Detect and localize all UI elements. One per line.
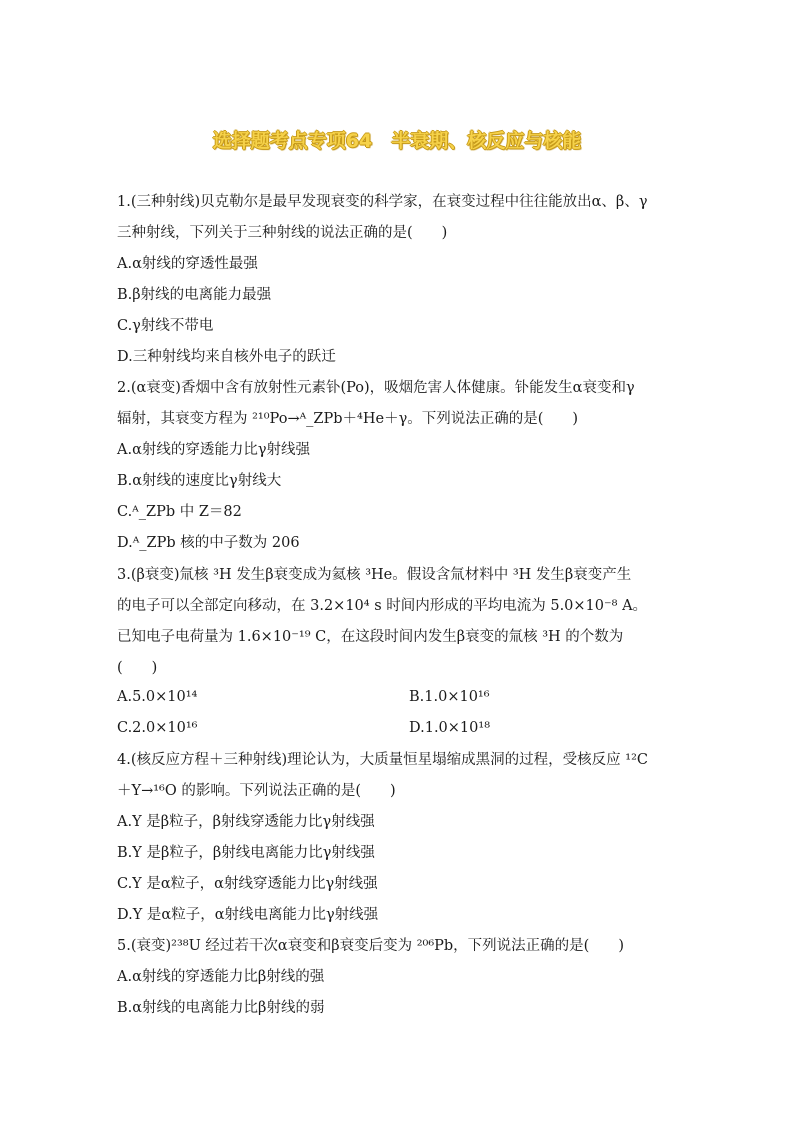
q2-option-a: A.α射线的穿透能力比γ射线强 — [117, 442, 311, 458]
q4-option-c: C.Y 是α粒子，α射线穿透能力比γ射线强 — [117, 876, 378, 892]
q4-option-d: D.Y 是α粒子，α射线电离能力比γ射线强 — [117, 907, 379, 923]
q2-stem-line-2: 辐射，其衰变方程为 ²¹⁰Po→ᴬ_ZPb＋⁴He＋γ。下列说法正确的是( ) — [117, 411, 579, 427]
q1-option-a: A.α射线的穿透性最强 — [117, 256, 258, 272]
q3-option-a: A.5.0×10¹⁴ — [117, 689, 198, 705]
q1-option-b: B.β射线的电离能力最强 — [117, 287, 272, 303]
q3-option-d: D.1.0×10¹⁸ — [409, 720, 491, 736]
page-title: 选择题考点专项64 半衰期、核反应与核能 — [212, 130, 582, 152]
q3-stem-line-1: 3.(β衰变)氚核 ³H 发生β衰变成为氦核 ³He。假设含氚材料中 ³H 发生β衰变产生 — [117, 567, 632, 583]
q2-option-d: D.ᴬ_ZPb 核的中子数为 206 — [117, 535, 300, 551]
q2-option-b: B.α射线的速度比γ射线大 — [117, 473, 282, 489]
q5-option-b: B.α射线的电离能力比β射线的弱 — [117, 1000, 325, 1016]
q1-stem-line-1: 1.(三种射线)贝克勒尔是最早发现衰变的科学家，在衰变过程中往往能放出α、β、γ — [117, 194, 648, 210]
q1-option-d: D.三种射线均来自核外电子的跃迁 — [117, 349, 336, 365]
q2-option-c: C.ᴬ_ZPb 中 Z＝82 — [117, 504, 242, 520]
q4-option-a: A.Y 是β粒子，β射线穿透能力比γ射线强 — [117, 814, 375, 830]
q3-option-c: C.2.0×10¹⁶ — [117, 720, 198, 736]
q3-option-b: B.1.0×10¹⁶ — [409, 689, 490, 705]
q5-stem: 5.(衰变)²³⁸U 经过若干次α衰变和β衰变后变为 ²⁰⁶Pb，下列说法正确的是( ) — [117, 938, 624, 954]
q5-option-a: A.α射线的穿透能力比β射线的强 — [117, 969, 325, 985]
q3-stem-line-2: 的电子可以全部定向移动，在 3.2×10⁴ s 时间内形成的平均电流为 5.0×10⁻⁸ A。 — [117, 598, 648, 614]
q3-stem-line-4: ( ) — [117, 660, 158, 676]
q4-option-b: B.Y 是β粒子，β射线电离能力比γ射线强 — [117, 845, 375, 861]
q2-stem-line-1: 2.(α衰变)香烟中含有放射性元素钋(Po)，吸烟危害人体健康。钋能发生α衰变和γ — [117, 380, 635, 396]
q1-stem-line-2: 三种射线，下列关于三种射线的说法正确的是( ) — [117, 225, 448, 241]
q4-stem-line-1: 4.(核反应方程＋三种射线)理论认为，大质量恒星塌缩成黑洞的过程，受核反应 ¹²C — [117, 752, 648, 768]
q3-stem-line-3: 已知电子电荷量为 1.6×10⁻¹⁹ C，在这段时间内发生β衰变的氚核 ³H 的个数为 — [117, 629, 624, 645]
q4-stem-line-2: ＋Y→¹⁶O 的影响。下列说法正确的是( ) — [117, 783, 396, 799]
q1-option-c: C.γ射线不带电 — [117, 318, 214, 334]
